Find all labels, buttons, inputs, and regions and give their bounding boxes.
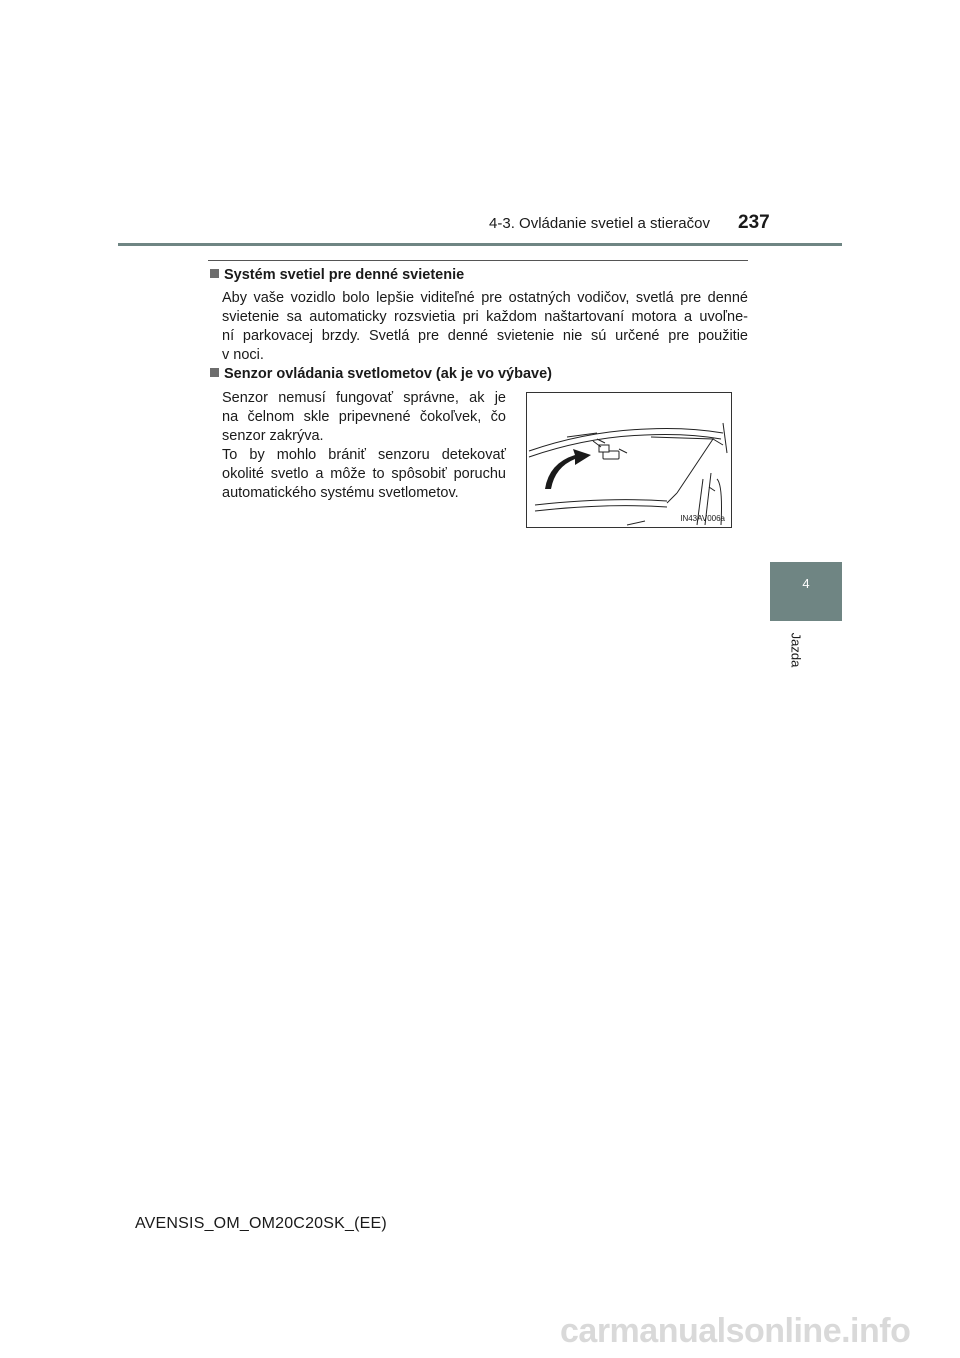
body-line: To by mohlo brániť senzoru detekovať — [222, 447, 506, 463]
body-line: ní parkovacej brzdy. Svetlá pre denné svietenie nie sú určené pre použitie — [222, 328, 748, 344]
body-line: senzor zakrýva. — [222, 428, 324, 444]
watermark: carmanualsonline.info — [560, 1312, 911, 1350]
body-line: na čelnom skle pripevnené čokoľvek, čo — [222, 409, 506, 425]
chapter-number: 4 — [802, 576, 810, 591]
body-line: Senzor nemusí fungovať správne, ak je — [222, 390, 506, 406]
section-heading-text: Senzor ovládania svetlometov (ak je vo výbave) — [224, 366, 552, 382]
section-heading-daytime-lights — [210, 267, 464, 283]
body-line: Aby vaše vozidlo bolo lepšie viditeľné pre ostatných vodičov, svetlá pre denné — [222, 290, 748, 306]
page-number: 237 — [738, 212, 770, 233]
chapter-tab — [770, 562, 842, 621]
windshield-drawing — [527, 393, 731, 527]
section-body-headlight-sensor-p1 — [222, 389, 506, 446]
figure-code: IN43AV006a — [680, 514, 725, 523]
section-body-daytime-lights — [222, 289, 748, 365]
section-heading-headlight-sensor — [210, 366, 552, 382]
chapter-label-text: Jazda — [788, 632, 804, 668]
body-line: automatického systému svetlometov. — [222, 485, 459, 501]
footer-document-id: AVENSIS_OM_OM20C20SK_(EE) — [135, 1215, 387, 1232]
square-bullet-icon — [210, 368, 219, 377]
running-header-section-title: 4-3. Ovládanie svetiel a stieračov — [489, 215, 710, 232]
chapter-label — [768, 630, 824, 670]
section-divider — [208, 260, 748, 261]
body-line: v noci. — [222, 347, 264, 363]
sensor-unit — [593, 439, 627, 459]
section-heading-text: Systém svetiel pre denné svietenie — [224, 267, 465, 283]
square-bullet-icon — [210, 269, 219, 278]
arrow-icon — [545, 449, 591, 489]
section-body-headlight-sensor-p2 — [222, 446, 506, 503]
body-line: okolité svetlo a môže to spôsobiť poruchu — [222, 466, 506, 482]
header-rule — [118, 243, 842, 246]
windshield-sensor-illustration — [526, 392, 732, 528]
body-line: svietenie sa automaticky rozsvietia pri každom naštartovaní motora a uvoľne- — [222, 309, 748, 325]
